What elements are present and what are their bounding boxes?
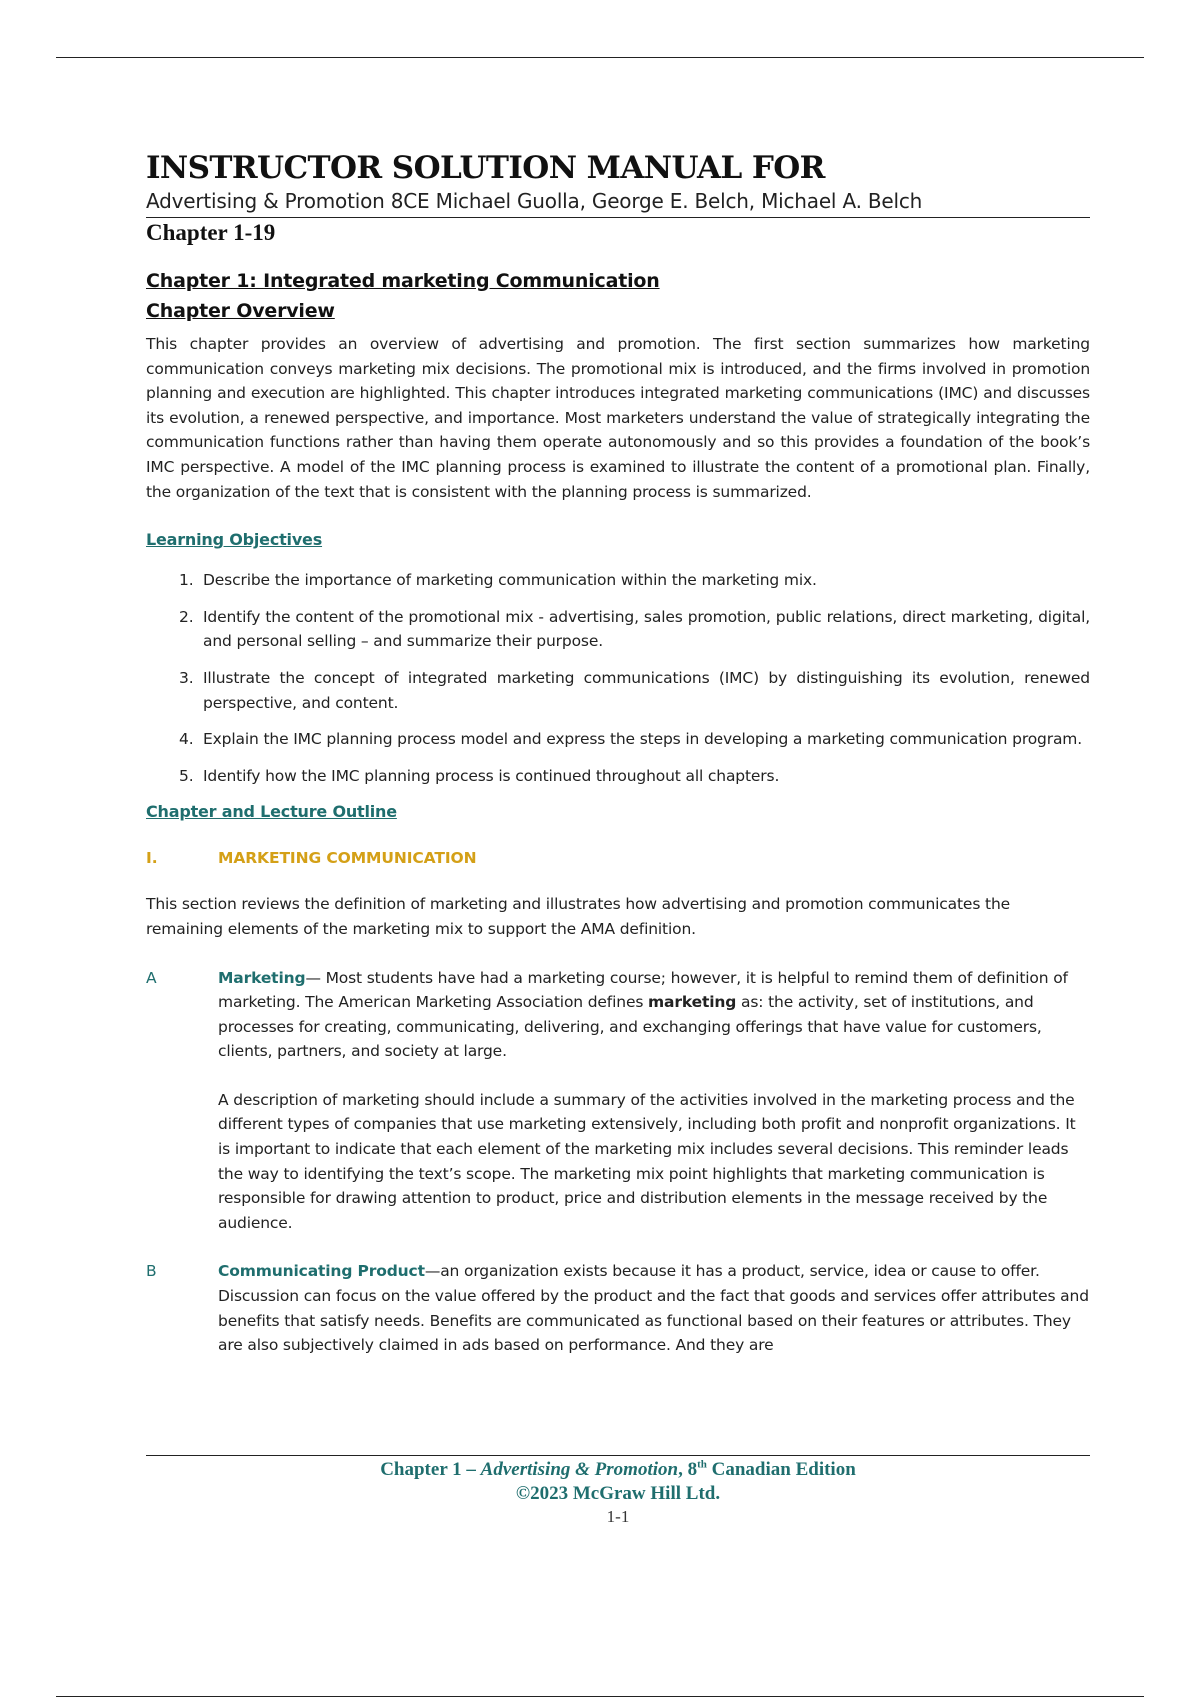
- section-heading: [146, 846, 1090, 870]
- list-item-text: Identify the content of the promotional mix - advertising, sales promotion, public relations, direct marketing, digital, and personal selling – and summarize their purpose.: [203, 607, 1090, 651]
- footer-page-number: 1-1: [606, 1507, 630, 1526]
- page-footer: [146, 1458, 1090, 1528]
- list-item: [146, 568, 1090, 593]
- item-text: —an organization exists because it has a product, service, idea or cause to offer. Discussion can focus on the value offered by the product and the fact that goods and services offer attributes and benefits that satisfy needs. Benefits are communicated as functional based on their features or attributes. They are also subjectively claimed in ads based on performance. And they are: [218, 1262, 1089, 1355]
- outline-item-b: [146, 1259, 1090, 1357]
- list-item-number: 4.: [179, 730, 194, 749]
- footer-book-title: Advertising & Promotion: [480, 1459, 679, 1480]
- list-item-text: Illustrate the concept of integrated marketing communications (IMC) by distinguishing its evolution, renewed perspective, and content.: [203, 668, 1090, 712]
- list-item-text: Identify how the IMC planning process is continued throughout all chapters.: [203, 766, 780, 785]
- section-number: I.: [146, 849, 158, 868]
- section-title: MARKETING COMMUNICATION: [218, 849, 477, 868]
- item-a-paragraph: [218, 966, 1090, 1064]
- overview-paragraph: This chapter provides an overview of advertising and promotion. The first section summarizes how marketing communication conveys marketing mix decisions. The promotional mix is introduced, and the firms involved in promotion planning and execution are highlighted. This chapter introduces integrated marketing communications (IMC) and discusses its evolution, a renewed perspective, and importance. Most marketers understand the value of strategically integrating the communication functions rather than having them operate autonomously and so this provides a foundation of the book’s IMC perspective. A model of the IMC planning process is examined to illustrate the content of a promotional plan. Finally, the organization of the text that is consistent with the planning process is summarized.: [146, 335, 1090, 501]
- list-item: [146, 727, 1090, 752]
- list-item: [146, 764, 1090, 789]
- footer-chapter-label: Chapter 1 –: [380, 1459, 481, 1480]
- item-term: Marketing: [218, 968, 306, 987]
- item-letter: B: [146, 1262, 157, 1281]
- list-item-text: Explain the IMC planning process model and express the steps in developing a marketing communication program.: [203, 730, 1083, 749]
- item-text: as: the activity, set of institutions, and processes for creating, communicating, delivering, and exchanging offerings that have value for customers, clients, partners, and society at large.: [218, 993, 1042, 1061]
- list-item: [146, 605, 1090, 654]
- footer-edition-suffix: th: [697, 1458, 707, 1471]
- learning-objectives-heading: Learning Objectives: [146, 530, 323, 550]
- list-item-text: Describe the importance of marketing communication within the marketing mix.: [203, 571, 817, 590]
- list-item: [146, 666, 1090, 715]
- list-item-number: 3.: [179, 668, 194, 687]
- list-item-number: 5.: [179, 766, 194, 785]
- top-page-rule: [56, 57, 1144, 58]
- list-item-number: 1.: [179, 571, 194, 590]
- footer-edition-number: , 8: [678, 1459, 698, 1480]
- document-subtitle: Advertising & Promotion 8CE Michael Guolla, George E. Belch, Michael A. Belch: [146, 189, 923, 213]
- overview-heading: Chapter Overview: [146, 300, 335, 322]
- learning-objectives-list: [146, 568, 1090, 788]
- chapter-range: Chapter 1-19: [146, 220, 276, 245]
- item-a-paragraph-2: A description of marketing should include a summary of the activities involved in the marketing process and the different types of companies that use marketing extensively, including both profit and nonprofit organizations. It is important to indicate that each element of the marketing mix includes several decisions. This reminder leads the way to identifying the text’s scope. The marketing mix point highlights that marketing communication is responsible for drawing attention to product, price and distribution elements in the message received by the audience.: [218, 1090, 1076, 1232]
- item-b-paragraph: [218, 1259, 1090, 1357]
- page-content: [146, 150, 1090, 1358]
- bottom-page-rule: [56, 1696, 1144, 1697]
- outline-item-a: [146, 966, 1090, 1236]
- footer-copyright: ©2023 McGraw Hill Ltd.: [515, 1483, 721, 1504]
- document-title: INSTRUCTOR SOLUTION MANUAL FOR: [146, 150, 825, 186]
- list-item-number: 2.: [179, 607, 194, 626]
- item-letter: A: [146, 968, 157, 987]
- footer-rule: [146, 1455, 1090, 1456]
- footer-edition-text: Canadian Edition: [706, 1459, 856, 1480]
- outline-heading: Chapter and Lecture Outline: [146, 802, 397, 822]
- chapter-heading: Chapter 1: Integrated marketing Communication: [146, 270, 660, 292]
- item-term: Communicating Product: [218, 1262, 425, 1281]
- footer-edition-line: [146, 1458, 1090, 1482]
- section-intro: This section reviews the definition of marketing and illustrates how advertising and promotion communicates the remaining elements of the marketing mix to support the AMA definition.: [146, 895, 1011, 938]
- item-text: — Most students have had a marketing course; however, it is helpful to remind them of definition of marketing. The American Marketing Association defines: [218, 968, 1068, 1012]
- bold-term: marketing: [648, 993, 737, 1012]
